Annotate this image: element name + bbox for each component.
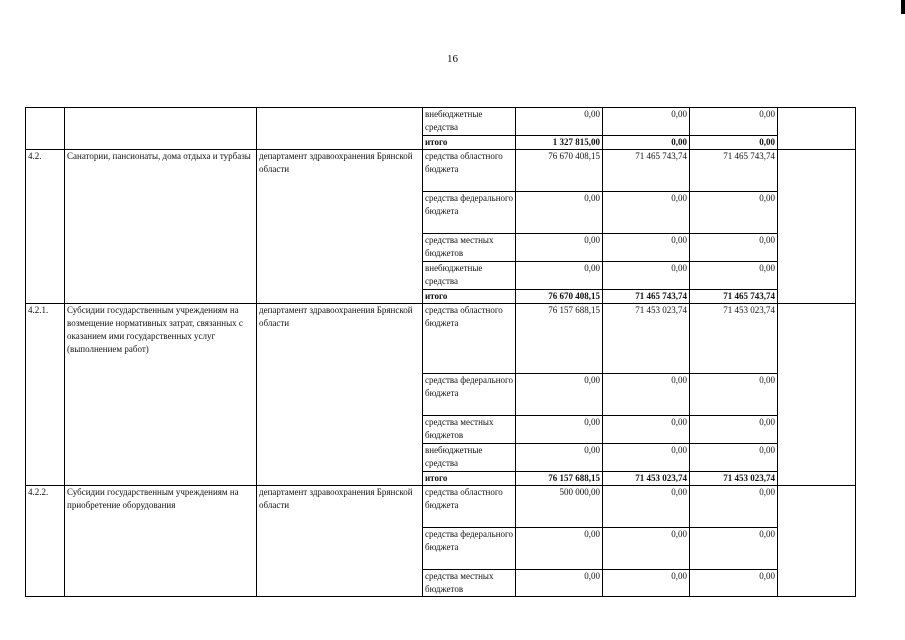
funding-source: средства федерального бюджета xyxy=(423,374,516,416)
funding-source: внебюджетные средства xyxy=(423,444,516,472)
row-code-cell: 4.2.2. xyxy=(26,486,65,597)
funding-source: средства федерального бюджета xyxy=(423,528,516,570)
row-name-cell: Субсидии государственным учреждениям на возмещение нормативных затрат, связанных с оказанием ими государственных услуг (выполнением работ) xyxy=(65,304,257,486)
scan-noise xyxy=(480,16,900,18)
amount-year-2: 0,00 xyxy=(603,416,690,444)
table-row xyxy=(26,486,856,528)
amount-year-3: 0,00 xyxy=(690,416,778,444)
amount-year-1: 0,00 xyxy=(516,108,603,136)
funding-source: средства областного бюджета xyxy=(423,150,516,192)
amount-year-3: 0,00 xyxy=(690,486,778,528)
funding-source: внебюджетные средства xyxy=(423,262,516,290)
amount-year-3: 71 465 743,74 xyxy=(690,150,778,192)
amount-year-1: 0,00 xyxy=(516,234,603,262)
amount-year-1: 0,00 xyxy=(516,570,603,597)
row-name-cell: Субсидии государственным учреждениям на приобретение оборудования xyxy=(65,486,257,597)
amount-year-2: 0,00 xyxy=(603,444,690,472)
funding-source: внебюджетные средства xyxy=(423,108,516,136)
row-dept-cell: департамент здравоохранения Брянской области xyxy=(257,486,423,597)
funding-source: итого xyxy=(423,472,516,486)
row-code-cell: 4.2. xyxy=(26,150,65,304)
amount-year-1: 0,00 xyxy=(516,416,603,444)
amount-year-2: 0,00 xyxy=(603,486,690,528)
amount-year-2: 71 453 023,74 xyxy=(603,304,690,374)
note-cell xyxy=(778,304,856,486)
amount-year-3: 0,00 xyxy=(690,262,778,290)
row-name-cell: Санатории, пансионаты, дома отдыха и турбазы xyxy=(65,150,257,304)
funding-source: средства областного бюджета xyxy=(423,486,516,528)
funding-source: средства федерального бюджета xyxy=(423,192,516,234)
funding-source: итого xyxy=(423,290,516,304)
amount-year-2: 71 453 023,74 xyxy=(603,472,690,486)
amount-year-1: 500 000,00 xyxy=(516,486,603,528)
amount-year-3: 0,00 xyxy=(690,192,778,234)
funding-source: итого xyxy=(423,136,516,150)
amount-year-3: 71 453 023,74 xyxy=(690,304,778,374)
row-dept-cell: департамент здравоохранения Брянской области xyxy=(257,304,423,486)
amount-year-2: 71 465 743,74 xyxy=(603,290,690,304)
budget-table xyxy=(25,107,856,597)
funding-source: средства местных бюджетов xyxy=(423,234,516,262)
row-dept-cell xyxy=(257,108,423,150)
amount-year-2: 0,00 xyxy=(603,136,690,150)
amount-year-1: 0,00 xyxy=(516,262,603,290)
page-number: 16 xyxy=(447,53,458,65)
row-code-cell: 4.2.1. xyxy=(26,304,65,486)
amount-year-3: 0,00 xyxy=(690,374,778,416)
amount-year-3: 71 465 743,74 xyxy=(690,290,778,304)
amount-year-3: 0,00 xyxy=(690,108,778,136)
amount-year-3: 0,00 xyxy=(690,136,778,150)
amount-year-3: 0,00 xyxy=(690,528,778,570)
note-cell xyxy=(778,150,856,304)
amount-year-2: 0,00 xyxy=(603,374,690,416)
funding-source: средства областного бюджета xyxy=(423,304,516,374)
amount-year-2: 0,00 xyxy=(603,262,690,290)
note-cell xyxy=(778,108,856,150)
table-row xyxy=(26,304,856,374)
amount-year-1: 0,00 xyxy=(516,528,603,570)
amount-year-1: 0,00 xyxy=(516,192,603,234)
table-row xyxy=(26,108,856,136)
amount-year-2: 0,00 xyxy=(603,570,690,597)
amount-year-3: 0,00 xyxy=(690,444,778,472)
amount-year-1: 76 157 688,15 xyxy=(516,304,603,374)
amount-year-3: 0,00 xyxy=(690,570,778,597)
amount-year-2: 0,00 xyxy=(603,192,690,234)
amount-year-1: 0,00 xyxy=(516,374,603,416)
amount-year-1: 1 327 815,00 xyxy=(516,136,603,150)
row-name-cell xyxy=(65,108,257,150)
scan-corner-mark xyxy=(901,0,905,14)
amount-year-1: 76 157 688,15 xyxy=(516,472,603,486)
amount-year-3: 0,00 xyxy=(690,234,778,262)
amount-year-1: 0,00 xyxy=(516,444,603,472)
amount-year-1: 76 670 408,15 xyxy=(516,150,603,192)
amount-year-3: 71 453 023,74 xyxy=(690,472,778,486)
table-row xyxy=(26,150,856,192)
row-code-cell xyxy=(26,108,65,150)
amount-year-1: 76 670 408,15 xyxy=(516,290,603,304)
funding-source: средства местных бюджетов xyxy=(423,570,516,597)
note-cell xyxy=(778,486,856,597)
amount-year-2: 0,00 xyxy=(603,234,690,262)
row-dept-cell: департамент здравоохранения Брянской области xyxy=(257,150,423,304)
amount-year-2: 0,00 xyxy=(603,528,690,570)
amount-year-2: 0,00 xyxy=(603,108,690,136)
funding-source: средства местных бюджетов xyxy=(423,416,516,444)
amount-year-2: 71 465 743,74 xyxy=(603,150,690,192)
